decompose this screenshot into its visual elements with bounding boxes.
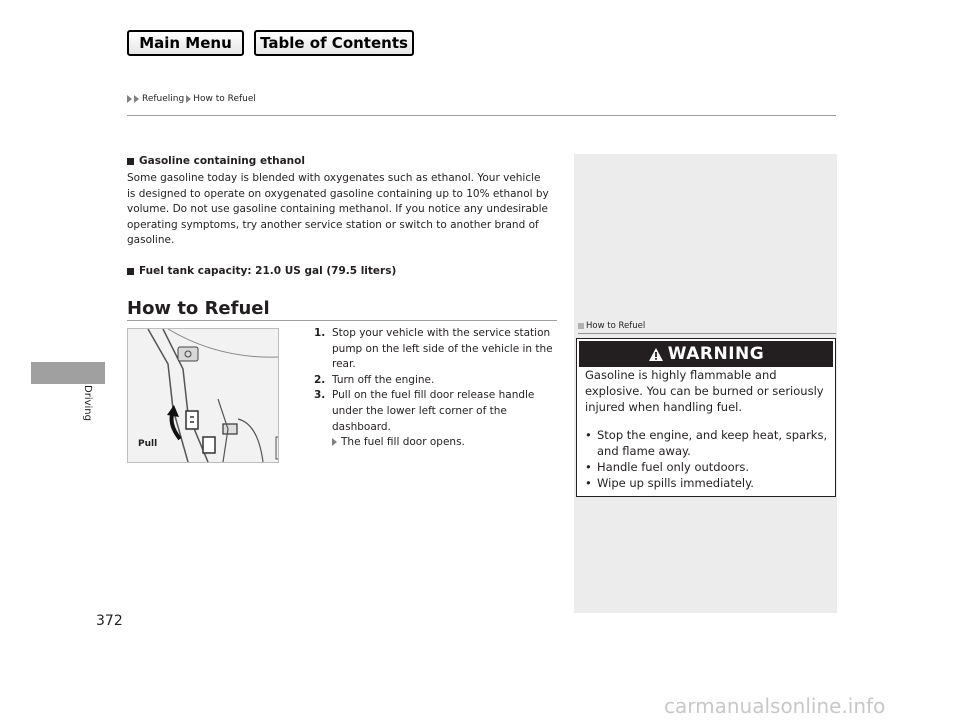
page-title: How to Refuel bbox=[127, 298, 270, 319]
chevron-right-icon bbox=[332, 438, 337, 446]
ethanol-paragraph: Some gasoline today is blended with oxygenates such as ethanol. Your vehicle is designed to operate on oxygenated gasoline containing up to 10% ethanol by volume. Do not use gasoline containing methanol. If you notice any undesirable operating symptoms, try another service station or switch to another brand of gasoline. bbox=[127, 172, 549, 246]
section-heading-text: Gasoline containing ethanol bbox=[139, 155, 305, 167]
chevron-right-icon bbox=[134, 95, 139, 103]
warning-header bbox=[579, 341, 833, 367]
square-bullet-icon bbox=[127, 158, 134, 165]
substep-text: The fuel fill door opens. bbox=[341, 436, 465, 449]
list-item: • Stop the engine, and keep heat, sparks, and flame away. bbox=[585, 427, 833, 459]
section-heading-ethanol bbox=[127, 155, 305, 167]
step-text: Stop your vehicle with the service station pump on the left side of the vehicle in the rear. bbox=[332, 327, 553, 371]
list-item: • Wipe up spills immediately. bbox=[585, 476, 754, 490]
list-item: • Handle fuel only outdoors. bbox=[585, 460, 750, 474]
warning-lead-text: Gasoline is highly flammable and explosive. You can be burned or seriously injured when handling fuel. bbox=[585, 368, 824, 414]
note-title-text: How to Refuel bbox=[586, 321, 646, 331]
figure-callout-pull: Pull bbox=[138, 439, 158, 449]
step-text: Pull on the fuel fill door release handle under the lower left corner of the dashboard. bbox=[332, 389, 535, 433]
section-heading-text: Fuel tank capacity: 21.0 US gal (79.5 liters) bbox=[139, 265, 397, 277]
substep bbox=[332, 435, 554, 451]
step-number: 2. bbox=[314, 373, 326, 386]
refuel-steps bbox=[314, 326, 554, 451]
bullet-text: Wipe up spills immediately. bbox=[597, 476, 754, 490]
list-item bbox=[314, 326, 554, 373]
note-divider bbox=[578, 333, 836, 334]
step-text: Turn off the engine. bbox=[332, 373, 435, 386]
note-title bbox=[578, 321, 645, 331]
warning-title: WARNING bbox=[667, 344, 765, 364]
chevron-right-icon bbox=[127, 95, 132, 103]
warning-triangle-icon bbox=[648, 347, 664, 362]
list-item bbox=[314, 388, 554, 435]
chevron-right-icon bbox=[186, 95, 191, 103]
title-divider bbox=[127, 320, 557, 321]
page-number: 372 bbox=[96, 613, 123, 629]
breadcrumb-item-refueling[interactable]: Refueling bbox=[142, 94, 185, 104]
bullet-text: Handle fuel only outdoors. bbox=[597, 460, 750, 474]
warning-box bbox=[576, 338, 836, 497]
chapter-tab[interactable] bbox=[31, 362, 105, 384]
section-heading-fuel-capacity bbox=[127, 265, 396, 277]
chapter-label: Driving bbox=[82, 385, 93, 421]
step-number: 1. bbox=[314, 327, 326, 339]
main-menu-button[interactable]: Main Menu bbox=[127, 30, 244, 56]
header-divider bbox=[127, 115, 836, 116]
breadcrumb-item-how-to-refuel[interactable]: How to Refuel bbox=[193, 94, 256, 104]
step-number: 3. bbox=[314, 389, 326, 402]
watermark: carmanualsonline.info bbox=[664, 694, 886, 718]
breadcrumb bbox=[127, 94, 256, 104]
list-item bbox=[314, 373, 554, 389]
table-of-contents-button[interactable]: Table of Contents bbox=[254, 30, 414, 56]
fuel-door-release-illustration bbox=[127, 328, 279, 463]
square-bullet-icon bbox=[127, 268, 134, 275]
bullet-text: Stop the engine, and keep heat, sparks, and flame away. bbox=[597, 428, 828, 458]
note-marker-icon bbox=[578, 323, 584, 329]
warning-list bbox=[585, 427, 833, 491]
